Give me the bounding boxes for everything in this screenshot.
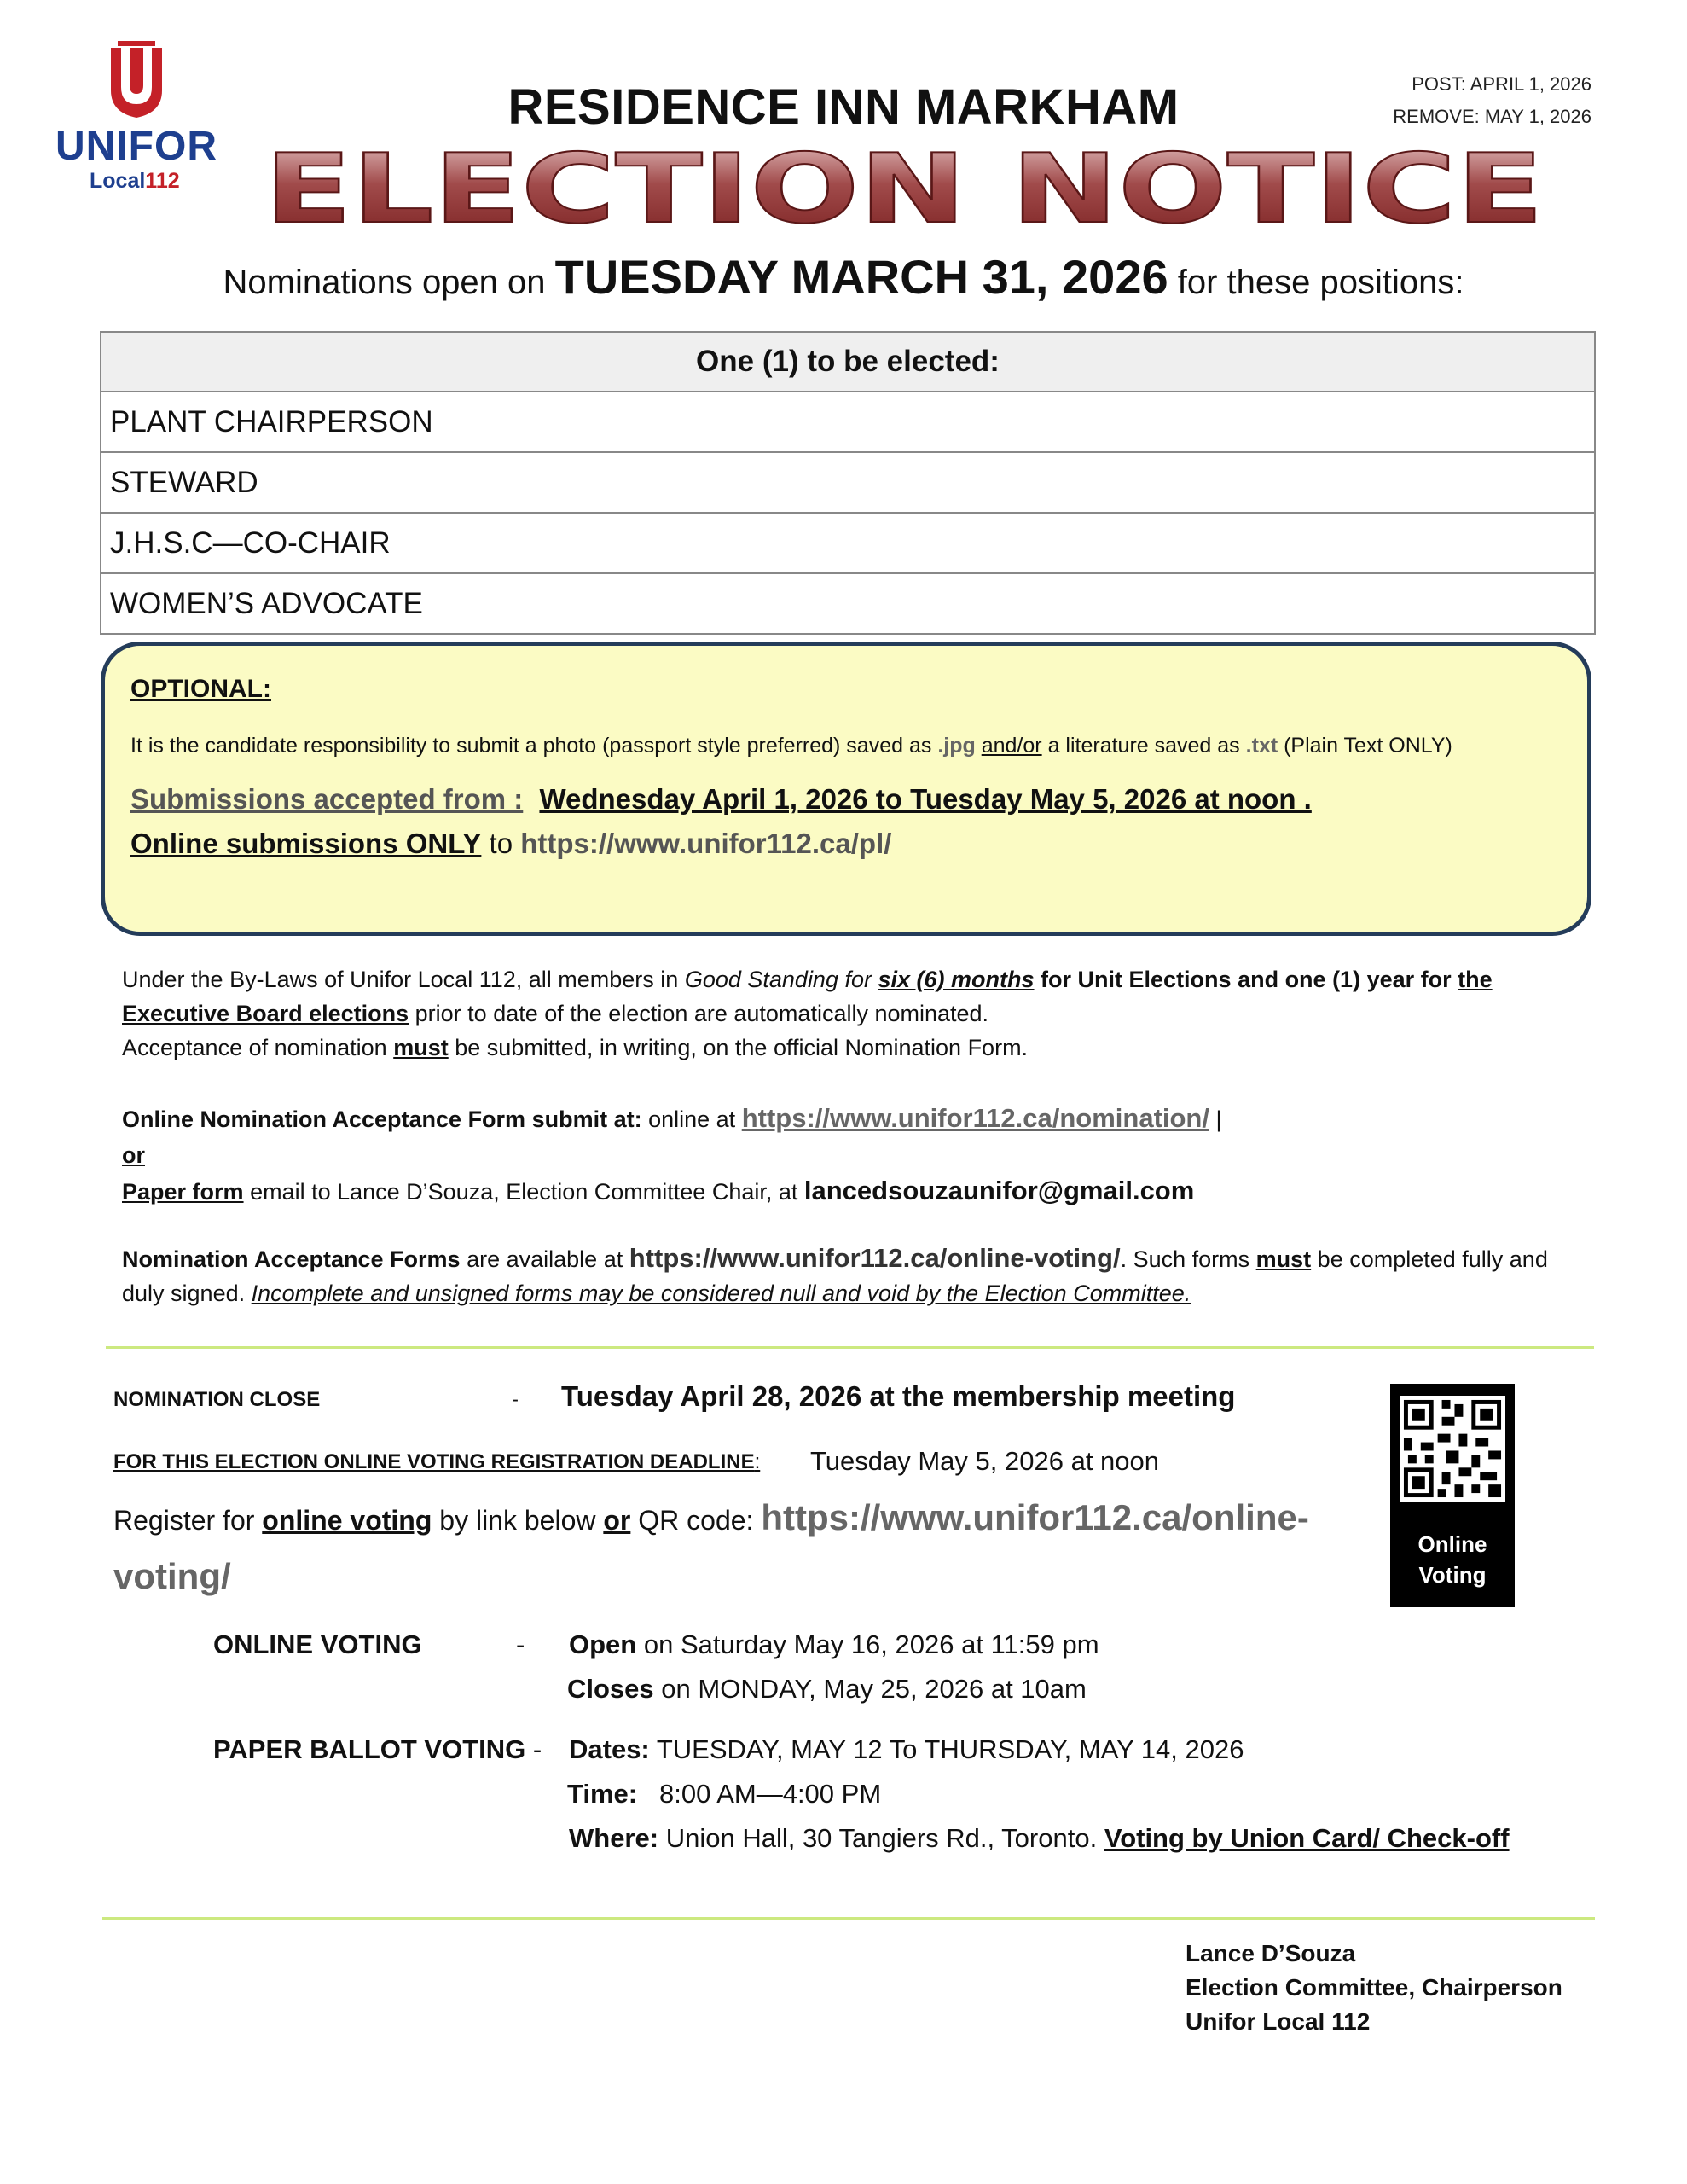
qr-caption: Online Voting: [1417, 1531, 1487, 1588]
election-notice-banner: [256, 136, 1552, 239]
nomination-close-date: Tuesday April 28, 2026 at the membership meeting: [561, 1380, 1236, 1412]
optional-submissions-box: [101, 642, 1591, 936]
position-row: J.H.S.C—CO-CHAIR: [101, 514, 1594, 574]
paper-where: Where: Union Hall, 30 Tangiers Rd., Toronto. Voting by Union Card/ Check-off: [569, 1823, 1510, 1853]
site-title: RESIDENCE INN MARKHAM: [507, 79, 1180, 135]
nomination-close-label: NOMINATION CLOSE: [113, 1388, 321, 1411]
online-voting-forms-link[interactable]: https://www.unifor112.ca/online-voting/: [629, 1243, 1121, 1273]
logo-local: Local112: [90, 169, 180, 193]
qr-code-icon: [1400, 1396, 1505, 1502]
signer-org: Unifor Local 112: [1186, 2008, 1371, 2035]
registration-deadline-label: FOR THIS ELECTION ONLINE VOTING REGISTRATION DEADLINE:: [113, 1450, 761, 1473]
nominations-open-line: Nominations open on TUESDAY MARCH 31, 2026 for these positions:: [223, 250, 1464, 304]
online-voting-label: ONLINE VOTING: [213, 1629, 422, 1659]
register-line: Register for online voting by link below or QR code: https://www.unifor112.ca/online-voting/: [113, 1497, 1309, 1596]
position-row: WOMEN’S ADVOCATE: [110, 587, 423, 620]
paper-time: Time: 8:00 AM—4:00 PM: [567, 1779, 882, 1809]
email-link[interactable]: lancedsouzaunifor@gmail.com: [803, 1176, 1195, 1205]
acceptance-instructions: Online Nomination Acceptance Form submit at: online at https://www.unifor112.ca/nomination/ | or Paper form email to Lance D’Souza, Election Committee Chair, at lancedsouzaunifor@gmail.com: [122, 1103, 1222, 1205]
online-submissions: Online submissions ONLY to https://www.unifor112.ca/pl/: [130, 828, 892, 859]
positions-table: [100, 331, 1596, 635]
registration-deadline: Tuesday May 5, 2026 at noon: [810, 1446, 1160, 1476]
paper-dates: Dates: TUESDAY, MAY 12 To THURSDAY, MAY 14, 2026: [569, 1734, 1244, 1764]
position-row: PLANT CHAIRPERSON: [101, 392, 1594, 453]
signer-name: Lance D’Souza: [1186, 1940, 1356, 1966]
submissions-window: Submissions accepted from : Wednesday April 1, 2026 to Tuesday May 5, 2026 at noon .: [130, 783, 1312, 815]
paper-ballot-label: PAPER BALLOT VOTING -: [213, 1734, 542, 1764]
divider: [106, 1346, 1594, 1349]
forms-paragraph: Nomination Acceptance Forms are available at https://www.unifor112.ca/online-voting/. Such forms must be completed fully and duly signed. Incomplete and unsigned forms may be considered null and void by the Election Committee.: [122, 1243, 1548, 1306]
nominations-date: TUESDAY MARCH 31, 2026: [554, 250, 1168, 304]
positions-header: One (1) to be elected:: [101, 333, 1594, 392]
remove-date: REMOVE: MAY 1, 2026: [1393, 106, 1591, 127]
nomination-link[interactable]: https://www.unifor112.ca/nomination/: [741, 1103, 1209, 1133]
optional-body: It is the candidate responsibility to submit a photo (passport style preferred) saved as .jpg and/or a literature saved as .txt (Plain Text ONLY): [130, 734, 1452, 758]
optional-title: OPTIONAL:: [130, 675, 271, 703]
signer-title: Election Committee, Chairperson: [1186, 1974, 1562, 2001]
signature-block: [1186, 1937, 1562, 2039]
qr-code-panel[interactable]: [1390, 1384, 1515, 1607]
logo-wordmark: UNIFOR: [55, 124, 217, 169]
submissions-link[interactable]: https://www.unifor112.ca/pl/: [520, 828, 892, 859]
online-voting-open: Open on Saturday May 16, 2026 at 11:59 pm: [569, 1629, 1099, 1659]
position-row: STEWARD: [101, 453, 1594, 514]
online-voting-link[interactable]: https://www.unifor112.ca/online-voting/: [113, 1497, 1309, 1596]
divider: [102, 1917, 1595, 1920]
online-voting-close: Closes on MONDAY, May 25, 2026 at 10am: [567, 1674, 1087, 1704]
bylaws-paragraph: Under the By-Laws of Unifor Local 112, all members in Good Standing for six (6) months for Unit Elections and one (1) year for the Executive Board elections prior to date of the election are automatically nominated. Acceptance of nomination must be submitted, in writing, on the official Nomination Form.: [122, 967, 1493, 1060]
post-date: POST: APRIL 1, 2026: [1412, 73, 1591, 95]
svg-text:ELECTION NOTICE: ELECTION NOTICE: [264, 136, 1544, 239]
